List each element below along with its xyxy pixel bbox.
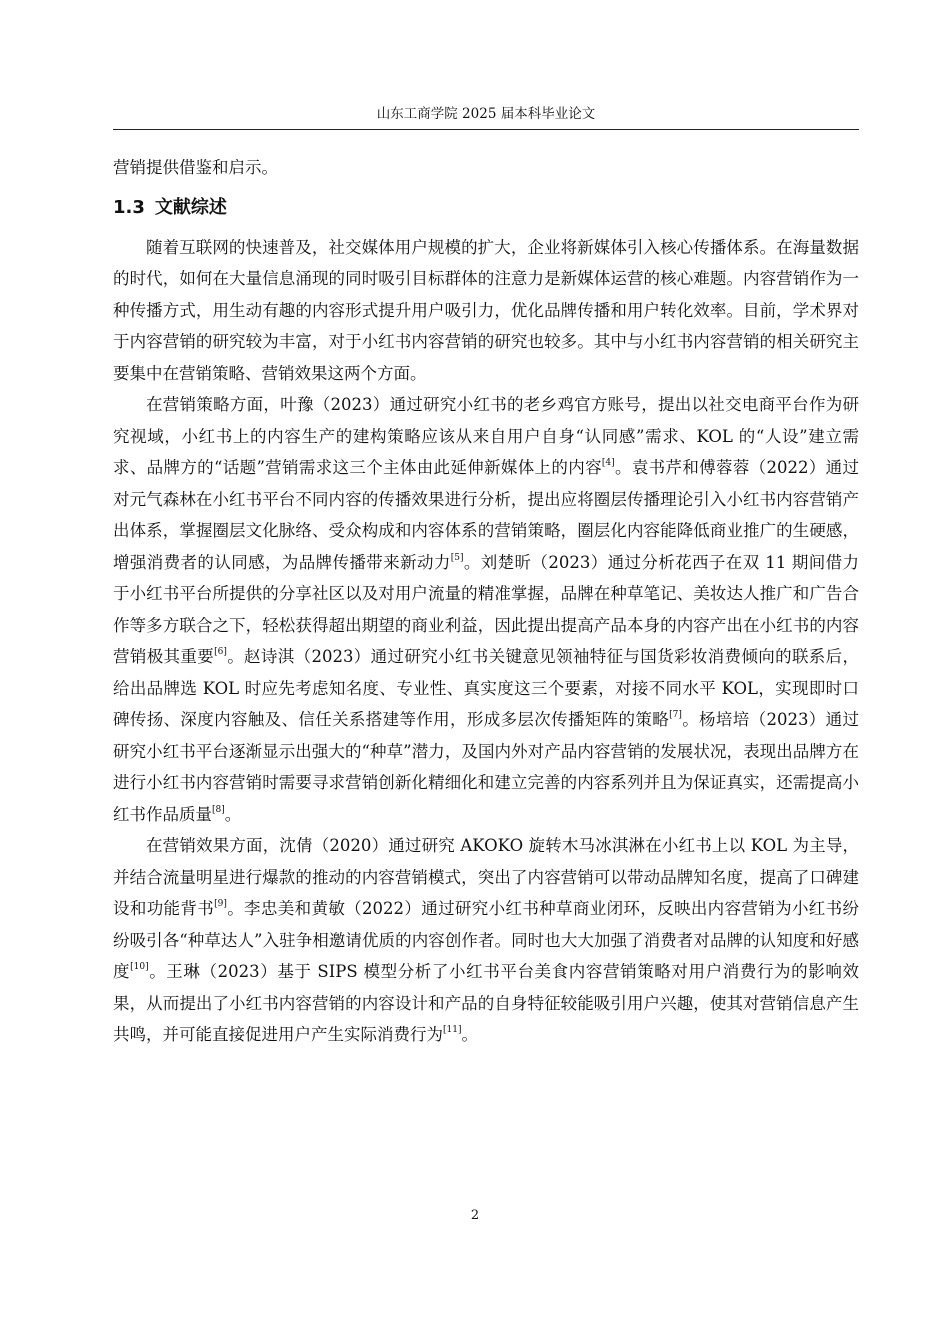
text-segment: 在营销效果方面，沈倩（2020）通过研究 AKOKO 旋转木马冰淇淋在小红书上以 KOL 为主导，并结合流量明星进行爆款的推动的内容营销模式，突出了内容营销可以带动品牌知名度，提高了口碑建设和功能背书 — [113, 836, 859, 918]
paragraph-intro: 随着互联网的快速普及，社交媒体用户规模的扩大，企业将新媒体引入核心传播体系。在海量数据的时代，如何在大量信息涌现的同时吸引目标群体的注意力是新媒体运营的核心难题。内容营销作为一种传播方式，用生动有趣的内容形式提升用户吸引力，优化品牌传播和用户转化效率。目前，学术界对于内容营销的研究较为丰富，对于小红书内容营销的研究也较多。其中与小红书内容营销的相关研究主要集中在营销策略、营销效果这两个方面。 — [113, 237, 859, 383]
running-header: 山东工商学院 2025 届本科毕业论文 — [376, 106, 596, 122]
header-rule — [113, 129, 859, 130]
section-number: 1.3 — [113, 196, 145, 218]
text-segment: 在营销策略方面，叶豫（2023）通过研究小红书的老乡鸡官方账号，提出以社交电商平台作为研究视域，小红书上的内容生产的建构策略应该从来自用户自身“认同感”需求、KOL 的“人设”建立需求、品牌方的“话题”营销需求这三个主体由此延伸新媒体上的内容 — [113, 395, 859, 477]
text-segment: 。王琳（2023）基于 SIPS 模型分析了小红书平台美食内容营销策略对用户消费行为的影响效果，从而提出了小红书内容营销的内容设计和产品的自身特征较能吸引用户兴趣，使其对营销信息产生共鸣，并可能直接促进用户产生实际消费行为 — [113, 962, 859, 1044]
text-segment: 。赵诗淇（2023）通过研究小红书关键意见领袖特征与国货彩妆消费倾向的联系后，给出品牌选 KOL 时应先考虑知名度、专业性、真实度这三个要素，对接不同水平 KOL，实现即时口碑传扬、深度内容触及、信任关系搭建等作用，形成多层次传播矩阵的策略 — [113, 647, 859, 729]
body-text — [113, 152, 859, 1051]
paragraph-effect — [113, 830, 859, 1051]
text-segment: 。杨培培（2023）通过研究小红书平台逐渐显示出强大的“种草”潜力，及国内外对产品内容营销的发展状况，表现出品牌方在进行小红书内容营销时需要寻求营销创新化精细化和建立完善的内容系列并且为保证真实，还需提高小红书作品质量 — [113, 710, 859, 824]
text-segment: 。 — [461, 1025, 478, 1044]
citation-ref: [8] — [212, 804, 225, 815]
text-segment: 。袁书芹和傅蓉蓉（2022）通过对元气森林在小红书平台不同内容的传播效果进行分析，提出应将圈层传播理论引入小红书内容营销产出体系，掌握圈层文化脉络、受众构成和内容体系的营销策略，圈层化内容能降低商业推广的生硬感，增强消费者的认同感，为品牌传播带来新动力 — [113, 458, 859, 572]
text-segment: 。李忠美和黄敏（2022）通过研究小红书种草商业闭环，反映出内容营销为小红书纷纷吸引各“种草达人”入驻争相邀请优质的内容创作者。同时也大大加强了消费者对品牌的认知度和好感度 — [113, 899, 859, 981]
citation-ref: [11] — [443, 1025, 462, 1035]
carryover-paragraph: 营销提供借鉴和启示。 — [113, 158, 278, 177]
citation-ref: [6] — [214, 647, 227, 657]
section-title: 文献综述 — [154, 196, 227, 218]
page-number: 2 — [470, 1208, 480, 1223]
citation-ref: [7] — [669, 710, 682, 720]
section-heading — [113, 196, 859, 220]
citation-ref: [4] — [601, 458, 615, 468]
paragraph-strategy — [113, 389, 859, 830]
citation-ref: [5] — [450, 552, 464, 563]
citation-ref: [10] — [130, 962, 149, 972]
text-segment: 。刘楚昕（2023）通过分析花西子在双 11 期间借力于小红书平台所提供的分享社区以及对用户流量的精准掌握，品牌在种草笔记、美妆达人推广和广告合作等多方联合之下，轻松获得超出期望的商业利益，因此提出提高产品本身的内容产出在小红书的内容营销极其重要 — [113, 552, 859, 666]
citation-ref: [9] — [214, 899, 227, 909]
text-segment: 。 — [224, 804, 242, 824]
